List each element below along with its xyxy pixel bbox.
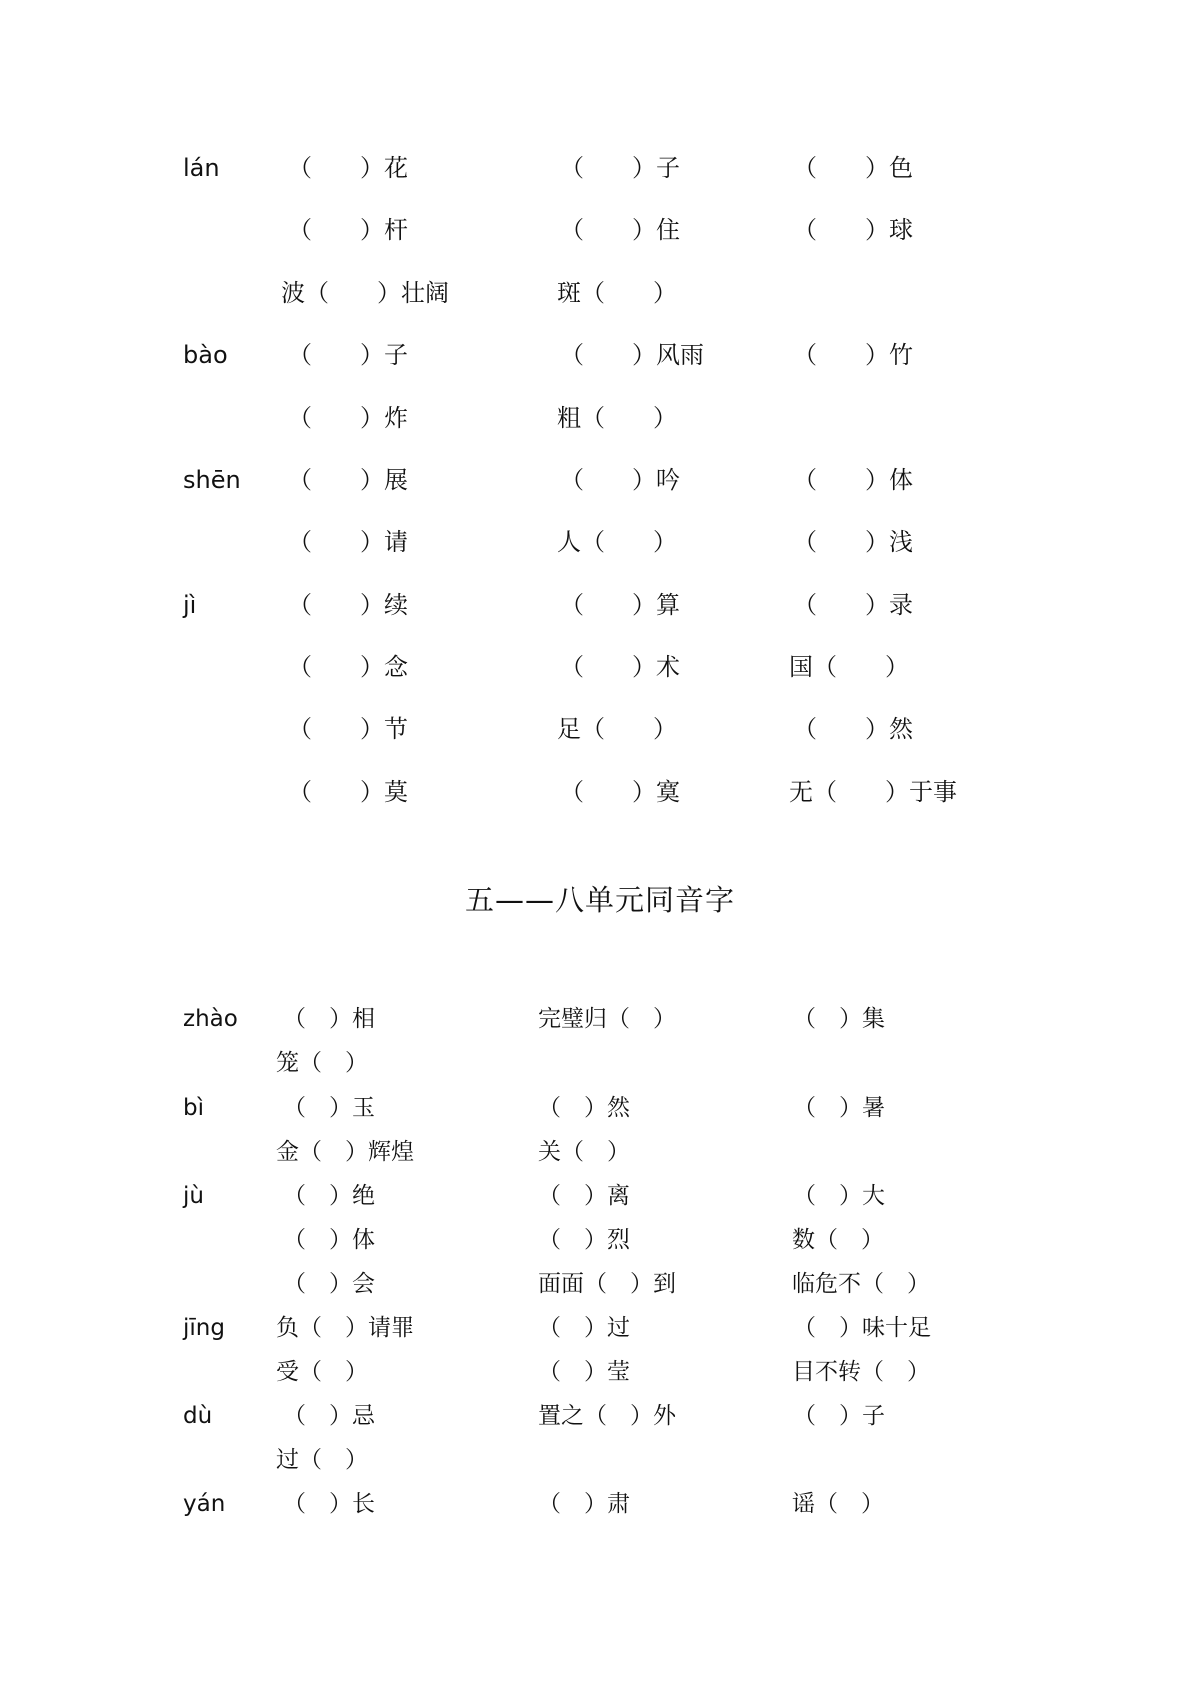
fill-in-blank-item: （ ）相 [283,1006,375,1032]
fill-in-blank-item: （ ）球 [793,216,913,244]
pinyin-label: zhào [183,1006,238,1032]
fill-in-blank-item: 人（ ） [557,528,677,556]
fill-in-blank-item: （ ）寞 [560,778,680,806]
fill-in-blank-item: （ ）杆 [288,216,408,244]
pinyin-label: jīng [183,1315,225,1341]
fill-in-blank-item: （ ）浅 [793,528,913,556]
fill-in-blank-item: （ ）吟 [560,466,680,494]
exercise-row [0,997,1200,1041]
exercise-row [0,520,1200,564]
fill-in-blank-item: （ ）炸 [288,404,408,432]
fill-in-blank-item: 关（ ） [538,1139,630,1165]
exercise-row [0,707,1200,751]
fill-in-blank-item: （ ）暑 [793,1095,885,1121]
fill-in-blank-item: （ ）术 [560,653,680,681]
pinyin-label: jù [183,1183,204,1209]
exercise-row [0,1174,1200,1218]
pinyin-label: bào [183,341,228,369]
fill-in-blank-item: 面面（ ）到 [538,1271,676,1297]
fill-in-blank-item: 国（ ） [789,653,909,681]
pinyin-label: bì [183,1095,204,1121]
fill-in-blank-item: 波（ ）壮阔 [281,279,449,307]
fill-in-blank-item: （ ）玉 [283,1095,375,1121]
fill-in-blank-item: （ ）离 [538,1183,630,1209]
fill-in-blank-item: （ ）竹 [793,341,913,369]
fill-in-blank-item: （ ）长 [283,1491,375,1517]
fill-in-blank-item: （ ）花 [288,154,408,182]
exercise-row [0,1262,1200,1306]
fill-in-blank-item: （ ）体 [793,466,913,494]
exercise-row [0,271,1200,315]
exercise-row [0,1086,1200,1130]
exercise-row [0,1218,1200,1262]
fill-in-blank-item: （ ）莫 [288,778,408,806]
pinyin-label: dù [183,1403,213,1429]
exercise-row [0,1394,1200,1438]
fill-in-blank-item: （ ）念 [288,653,408,681]
fill-in-blank-item: 谣（ ） [792,1491,884,1517]
fill-in-blank-item: （ ）集 [793,1006,885,1032]
exercise-row [0,458,1200,502]
exercise-row [0,1306,1200,1350]
fill-in-blank-item: （ ）子 [793,1403,885,1429]
fill-in-blank-item: （ ）住 [560,216,680,244]
fill-in-blank-item: （ ）体 [283,1227,375,1253]
fill-in-blank-item: 过（ ） [276,1447,368,1473]
fill-in-blank-item: （ ）大 [793,1183,885,1209]
fill-in-blank-item: （ ）录 [793,591,913,619]
fill-in-blank-item: （ ）然 [793,715,913,743]
fill-in-blank-item: 置之（ ）外 [538,1403,676,1429]
fill-in-blank-item: （ ）肃 [538,1491,630,1517]
fill-in-blank-item: 粗（ ） [557,404,677,432]
exercise-row [0,1130,1200,1174]
exercise-row [0,1438,1200,1482]
pinyin-label: yán [183,1491,226,1517]
fill-in-blank-item: （ ）子 [288,341,408,369]
pinyin-label: jì [183,591,197,619]
fill-in-blank-item: （ ）续 [288,591,408,619]
fill-in-blank-item: 负（ ）请罪 [276,1315,414,1341]
fill-in-blank-item: （ ）风雨 [560,341,704,369]
fill-in-blank-item: 金（ ）辉煌 [276,1139,414,1165]
fill-in-blank-item: （ ）过 [538,1315,630,1341]
exercise-row [0,333,1200,377]
fill-in-blank-item: 笼（ ） [276,1050,368,1076]
exercise-row [0,396,1200,440]
pinyin-label: shēn [183,466,241,494]
fill-in-blank-item: （ ）子 [560,154,680,182]
fill-in-blank-item: （ ）请 [288,528,408,556]
exercise-row [0,1350,1200,1394]
fill-in-blank-item: 数（ ） [792,1227,884,1253]
fill-in-blank-item: （ ）会 [283,1271,375,1297]
fill-in-blank-item: 足（ ） [557,715,677,743]
fill-in-blank-item: 无（ ）于事 [789,778,957,806]
fill-in-blank-item: （ ）味十足 [793,1315,931,1341]
fill-in-blank-item: 完璧归（ ） [538,1006,676,1032]
fill-in-blank-item: 受（ ） [276,1359,368,1385]
fill-in-blank-item: （ ）色 [793,154,913,182]
fill-in-blank-item: 临危不（ ） [792,1271,930,1297]
fill-in-blank-item: （ ）然 [538,1095,630,1121]
exercise-row [0,146,1200,190]
fill-in-blank-item: 斑（ ） [557,279,677,307]
fill-in-blank-item: 目不转（ ） [792,1359,930,1385]
section-title: 五——八单元同音字 [464,883,735,917]
exercise-row [0,208,1200,252]
fill-in-blank-item: （ ）绝 [283,1183,375,1209]
exercise-row [0,1041,1200,1085]
exercise-row [0,645,1200,689]
exercise-row [0,583,1200,627]
fill-in-blank-item: （ ）烈 [538,1227,630,1253]
fill-in-blank-item: （ ）节 [288,715,408,743]
exercise-row [0,770,1200,814]
exercise-row [0,1482,1200,1526]
fill-in-blank-item: （ ）忌 [283,1403,375,1429]
fill-in-blank-item: （ ）算 [560,591,680,619]
fill-in-blank-item: （ ）莹 [538,1359,630,1385]
pinyin-label: lán [183,154,220,182]
fill-in-blank-item: （ ）展 [288,466,408,494]
